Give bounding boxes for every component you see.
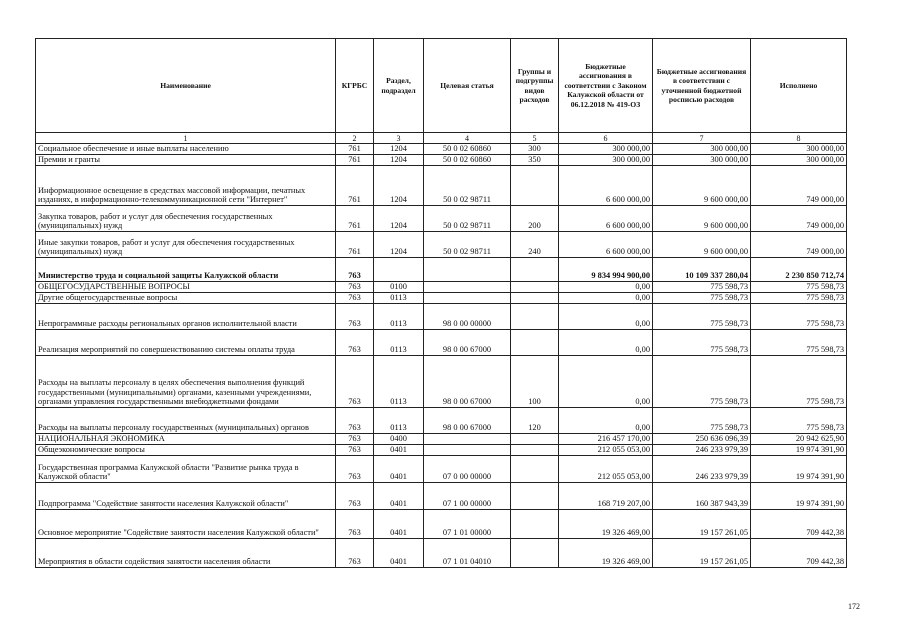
table-row bbox=[36, 356, 847, 408]
row-celevaya: 98 0 00 00000 bbox=[424, 304, 511, 330]
row-vid bbox=[511, 445, 559, 456]
row-utoch: 775 598,73 bbox=[653, 408, 751, 434]
row-utoch: 9 600 000,00 bbox=[653, 166, 751, 206]
row-utoch: 9 600 000,00 bbox=[653, 232, 751, 258]
row-utoch: 775 598,73 bbox=[653, 304, 751, 330]
column-number: 2 bbox=[336, 133, 374, 144]
table-row bbox=[36, 539, 847, 568]
row-zakon: 216 457 170,00 bbox=[559, 434, 653, 445]
row-kgrbs: 763 bbox=[336, 356, 374, 408]
row-zakon: 0,00 bbox=[559, 293, 653, 304]
row-zakon: 300 000,00 bbox=[559, 155, 653, 166]
row-kgrbs: 763 bbox=[336, 456, 374, 483]
row-utoch: 19 157 261,05 bbox=[653, 510, 751, 539]
row-razdel: 0400 bbox=[374, 434, 424, 445]
row-utoch: 9 600 000,00 bbox=[653, 206, 751, 232]
row-vid bbox=[511, 293, 559, 304]
row-ispolneno: 300 000,00 bbox=[751, 144, 847, 155]
column-number: 3 bbox=[374, 133, 424, 144]
header-row bbox=[36, 39, 847, 133]
row-ispolneno: 749 000,00 bbox=[751, 166, 847, 206]
row-kgrbs: 761 bbox=[336, 144, 374, 155]
column-number: 6 bbox=[559, 133, 653, 144]
row-celevaya bbox=[424, 434, 511, 445]
row-utoch: 775 598,73 bbox=[653, 356, 751, 408]
row-zakon: 19 326 469,00 bbox=[559, 510, 653, 539]
row-ispolneno: 709 442,38 bbox=[751, 539, 847, 568]
row-razdel: 0401 bbox=[374, 445, 424, 456]
header-zakon: Бюджетные ассигнования в соответствии с Законом Калужской области от 06.12.2018 № 419-ОЗ bbox=[559, 39, 653, 133]
row-name: Иные закупки товаров, работ и услуг для обеспечения государственных (муниципальных) нужд bbox=[36, 232, 336, 258]
header-razdel: Раздел, подраздел bbox=[374, 39, 424, 133]
row-razdel: 0401 bbox=[374, 483, 424, 510]
row-vid bbox=[511, 282, 559, 293]
column-number: 1 bbox=[36, 133, 336, 144]
row-name: Закупка товаров, работ и услуг для обеспечения государственных (муниципальных) нужд bbox=[36, 206, 336, 232]
row-celevaya: 50 0 02 98711 bbox=[424, 232, 511, 258]
row-vid bbox=[511, 539, 559, 568]
row-kgrbs: 763 bbox=[336, 434, 374, 445]
row-ispolneno: 775 598,73 bbox=[751, 356, 847, 408]
row-utoch: 250 636 096,39 bbox=[653, 434, 751, 445]
table-row bbox=[36, 456, 847, 483]
page-number: 172 bbox=[848, 602, 860, 611]
row-kgrbs: 763 bbox=[336, 510, 374, 539]
row-vid: 200 bbox=[511, 206, 559, 232]
row-razdel: 0113 bbox=[374, 330, 424, 356]
row-zakon: 0,00 bbox=[559, 282, 653, 293]
row-ispolneno: 775 598,73 bbox=[751, 330, 847, 356]
row-zakon: 9 834 994 900,00 bbox=[559, 258, 653, 282]
row-name: Государственная программа Калужской области "Развитие рынка труда в Калужской области" bbox=[36, 456, 336, 483]
row-name: Другие общегосударственные вопросы bbox=[36, 293, 336, 304]
row-utoch: 160 387 943,39 bbox=[653, 483, 751, 510]
row-ispolneno: 19 974 391,90 bbox=[751, 456, 847, 483]
row-kgrbs: 763 bbox=[336, 330, 374, 356]
row-vid bbox=[511, 258, 559, 282]
row-name: Подпрограмма "Содействие занятости населения Калужской области" bbox=[36, 483, 336, 510]
table-row bbox=[36, 304, 847, 330]
row-vid bbox=[511, 166, 559, 206]
row-kgrbs: 763 bbox=[336, 539, 374, 568]
row-celevaya bbox=[424, 293, 511, 304]
header-utoch: Бюджетные ассигнования в соответствии с уточненной бюджетной росписью расходов bbox=[653, 39, 751, 133]
table-row bbox=[36, 282, 847, 293]
row-vid: 100 bbox=[511, 356, 559, 408]
row-razdel: 1204 bbox=[374, 166, 424, 206]
budget-table bbox=[35, 38, 847, 568]
row-name: Социальное обеспечение и иные выплаты населению bbox=[36, 144, 336, 155]
row-celevaya bbox=[424, 282, 511, 293]
row-razdel: 0100 bbox=[374, 282, 424, 293]
row-utoch: 775 598,73 bbox=[653, 330, 751, 356]
table-row bbox=[36, 434, 847, 445]
table-row bbox=[36, 258, 847, 282]
row-zakon: 300 000,00 bbox=[559, 144, 653, 155]
header-ispolneno: Исполнено bbox=[751, 39, 847, 133]
row-zakon: 212 055 053,00 bbox=[559, 445, 653, 456]
row-celevaya: 07 1 01 00000 bbox=[424, 510, 511, 539]
row-name: Мероприятия в области содействия занятости населения области bbox=[36, 539, 336, 568]
row-name: Министерство труда и социальной защиты Калужской области bbox=[36, 258, 336, 282]
table-row bbox=[36, 408, 847, 434]
row-kgrbs: 761 bbox=[336, 155, 374, 166]
row-zakon: 19 326 469,00 bbox=[559, 539, 653, 568]
row-razdel: 0401 bbox=[374, 539, 424, 568]
row-ispolneno: 709 442,38 bbox=[751, 510, 847, 539]
row-name: ОБЩЕГОСУДАРСТВЕННЫЕ ВОПРОСЫ bbox=[36, 282, 336, 293]
row-vid bbox=[511, 434, 559, 445]
row-vid bbox=[511, 330, 559, 356]
row-utoch: 300 000,00 bbox=[653, 155, 751, 166]
row-utoch: 246 233 979,39 bbox=[653, 456, 751, 483]
row-name: Премии и гранты bbox=[36, 155, 336, 166]
row-zakon: 0,00 bbox=[559, 408, 653, 434]
row-utoch: 775 598,73 bbox=[653, 282, 751, 293]
table-row bbox=[36, 483, 847, 510]
row-celevaya: 07 0 00 00000 bbox=[424, 456, 511, 483]
row-kgrbs: 761 bbox=[336, 166, 374, 206]
row-name: Расходы на выплаты персоналу в целях обеспечения выполнения функций государственными (муниципальными) органами, казенными учреждениями, органами управления государственными внебюджетными фондами bbox=[36, 356, 336, 408]
table-row bbox=[36, 293, 847, 304]
table-row bbox=[36, 232, 847, 258]
row-kgrbs: 763 bbox=[336, 258, 374, 282]
row-vid bbox=[511, 456, 559, 483]
row-ispolneno: 19 974 391,90 bbox=[751, 445, 847, 456]
row-ispolneno: 749 000,00 bbox=[751, 206, 847, 232]
row-vid: 120 bbox=[511, 408, 559, 434]
row-ispolneno: 775 598,73 bbox=[751, 282, 847, 293]
row-ispolneno: 749 000,00 bbox=[751, 232, 847, 258]
row-razdel: 1204 bbox=[374, 206, 424, 232]
header-celevaya: Целевая статья bbox=[424, 39, 511, 133]
column-number: 8 bbox=[751, 133, 847, 144]
table-row bbox=[36, 510, 847, 539]
row-vid bbox=[511, 304, 559, 330]
table-row bbox=[36, 206, 847, 232]
row-kgrbs: 761 bbox=[336, 232, 374, 258]
row-name: НАЦИОНАЛЬНАЯ ЭКОНОМИКА bbox=[36, 434, 336, 445]
row-vid: 300 bbox=[511, 144, 559, 155]
row-vid bbox=[511, 483, 559, 510]
row-celevaya: 50 0 02 60860 bbox=[424, 144, 511, 155]
row-ispolneno: 775 598,73 bbox=[751, 293, 847, 304]
row-name: Непрограммные расходы региональных органов исполнительной власти bbox=[36, 304, 336, 330]
row-celevaya bbox=[424, 258, 511, 282]
row-celevaya: 50 0 02 98711 bbox=[424, 166, 511, 206]
row-vid: 350 bbox=[511, 155, 559, 166]
column-number-row bbox=[36, 133, 847, 144]
row-zakon: 212 055 053,00 bbox=[559, 456, 653, 483]
header-kgrbs: КГРБС bbox=[336, 39, 374, 133]
row-utoch: 19 157 261,05 bbox=[653, 539, 751, 568]
row-name: Общеэкономические вопросы bbox=[36, 445, 336, 456]
row-zakon: 0,00 bbox=[559, 304, 653, 330]
header-name: Наименование bbox=[36, 39, 336, 133]
row-razdel: 0401 bbox=[374, 510, 424, 539]
row-celevaya: 98 0 00 67000 bbox=[424, 330, 511, 356]
row-zakon: 6 600 000,00 bbox=[559, 166, 653, 206]
table-row bbox=[36, 330, 847, 356]
row-ispolneno: 2 230 850 712,74 bbox=[751, 258, 847, 282]
row-zakon: 0,00 bbox=[559, 356, 653, 408]
table-row bbox=[36, 155, 847, 166]
row-name: Расходы на выплаты персоналу государственных (муниципальных) органов bbox=[36, 408, 336, 434]
row-ispolneno: 300 000,00 bbox=[751, 155, 847, 166]
row-utoch: 10 109 337 280,04 bbox=[653, 258, 751, 282]
row-zakon: 168 719 207,00 bbox=[559, 483, 653, 510]
table-row bbox=[36, 445, 847, 456]
header-vid: Группы и подгруппы видов расходов bbox=[511, 39, 559, 133]
row-utoch: 775 598,73 bbox=[653, 293, 751, 304]
row-ispolneno: 19 974 391,90 bbox=[751, 483, 847, 510]
row-ispolneno: 20 942 625,90 bbox=[751, 434, 847, 445]
row-zakon: 0,00 bbox=[559, 330, 653, 356]
column-number: 4 bbox=[424, 133, 511, 144]
row-celevaya: 98 0 00 67000 bbox=[424, 408, 511, 434]
row-kgrbs: 763 bbox=[336, 282, 374, 293]
row-name: Информационное освещение в средствах массовой информации, печатных изданиях, в информационно-телекоммуникационной сети "Интернет" bbox=[36, 166, 336, 206]
row-name: Основное мероприятие "Содействие занятости населения Калужской области" bbox=[36, 510, 336, 539]
table-row bbox=[36, 144, 847, 155]
row-zakon: 6 600 000,00 bbox=[559, 232, 653, 258]
row-celevaya: 98 0 00 67000 bbox=[424, 356, 511, 408]
row-razdel: 0113 bbox=[374, 304, 424, 330]
row-razdel: 0401 bbox=[374, 456, 424, 483]
row-razdel: 1204 bbox=[374, 232, 424, 258]
row-zakon: 6 600 000,00 bbox=[559, 206, 653, 232]
row-razdel: 0113 bbox=[374, 293, 424, 304]
row-kgrbs: 763 bbox=[336, 408, 374, 434]
row-razdel bbox=[374, 258, 424, 282]
row-utoch: 300 000,00 bbox=[653, 144, 751, 155]
row-ispolneno: 775 598,73 bbox=[751, 304, 847, 330]
row-celevaya: 07 1 01 04010 bbox=[424, 539, 511, 568]
row-ispolneno: 775 598,73 bbox=[751, 408, 847, 434]
row-kgrbs: 763 bbox=[336, 293, 374, 304]
table-row bbox=[36, 166, 847, 206]
column-number: 7 bbox=[653, 133, 751, 144]
row-celevaya: 50 0 02 60860 bbox=[424, 155, 511, 166]
row-kgrbs: 763 bbox=[336, 445, 374, 456]
column-number: 5 bbox=[511, 133, 559, 144]
row-razdel: 1204 bbox=[374, 144, 424, 155]
row-razdel: 0113 bbox=[374, 408, 424, 434]
row-utoch: 246 233 979,39 bbox=[653, 445, 751, 456]
row-kgrbs: 761 bbox=[336, 206, 374, 232]
row-celevaya bbox=[424, 445, 511, 456]
row-vid: 240 bbox=[511, 232, 559, 258]
row-celevaya: 50 0 02 98711 bbox=[424, 206, 511, 232]
row-kgrbs: 763 bbox=[336, 483, 374, 510]
row-kgrbs: 763 bbox=[336, 304, 374, 330]
row-celevaya: 07 1 00 00000 bbox=[424, 483, 511, 510]
row-razdel: 0113 bbox=[374, 356, 424, 408]
row-vid bbox=[511, 510, 559, 539]
row-razdel: 1204 bbox=[374, 155, 424, 166]
row-name: Реализация мероприятий по совершенствованию системы оплаты труда bbox=[36, 330, 336, 356]
